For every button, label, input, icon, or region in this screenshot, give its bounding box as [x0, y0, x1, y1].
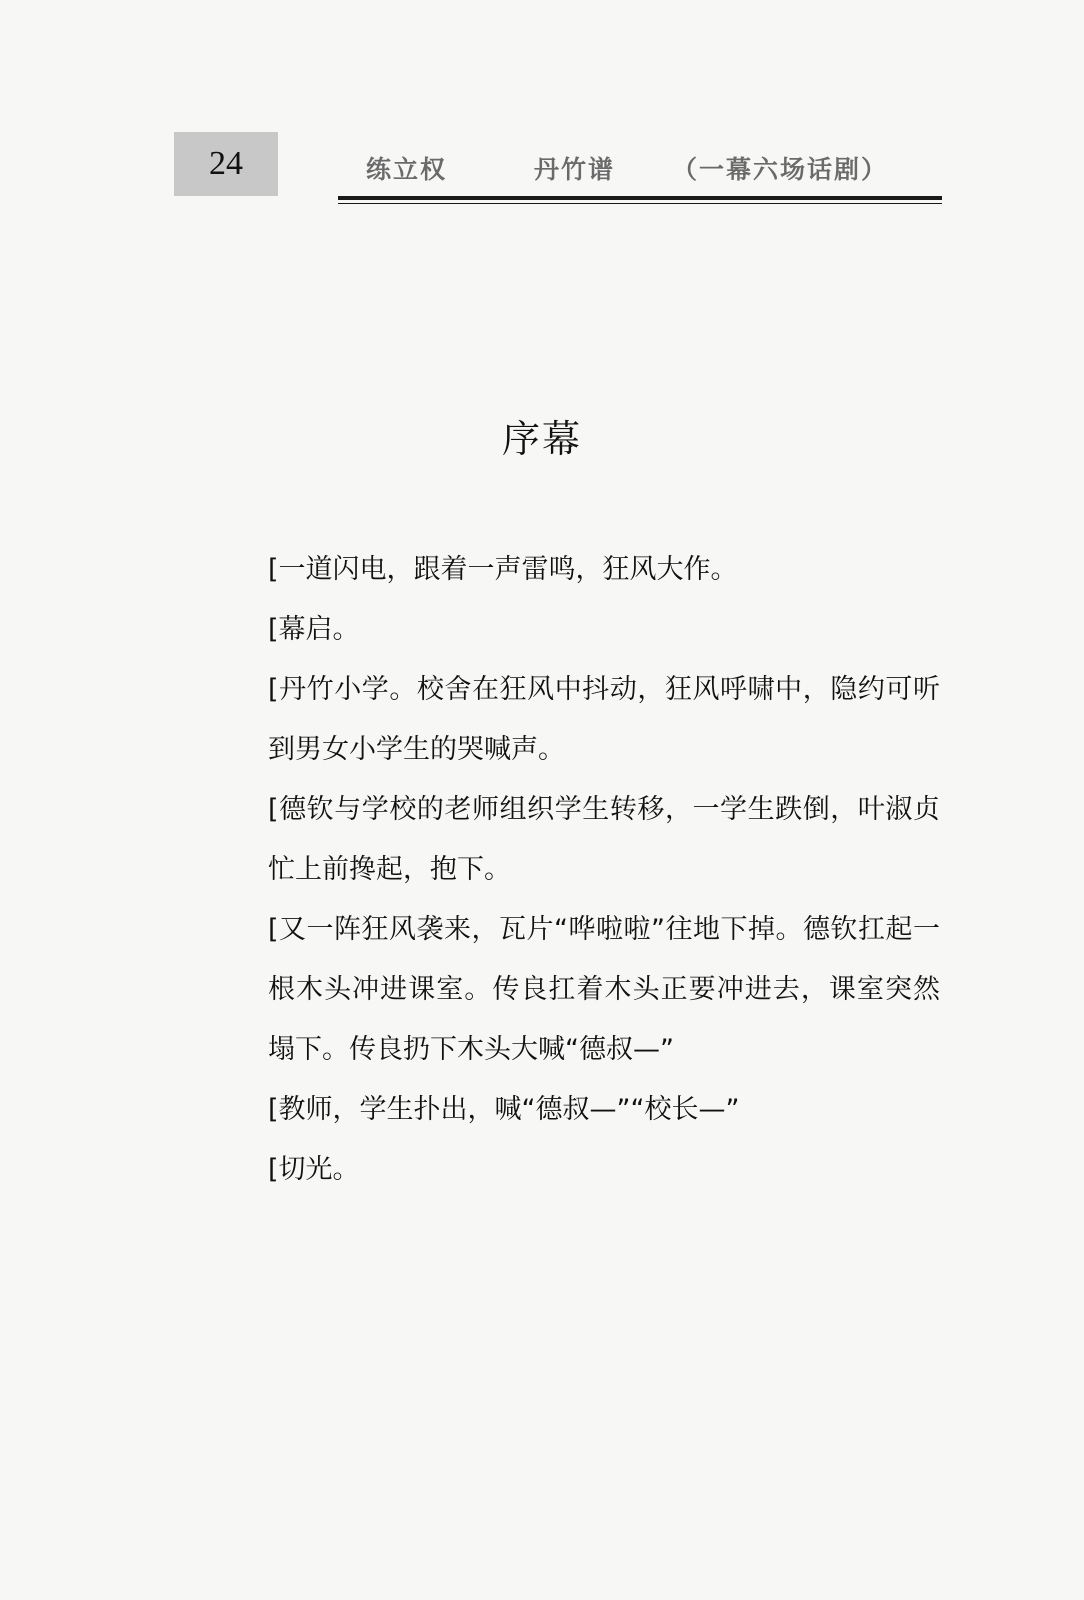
header-play-title: 丹竹谱 — [534, 155, 616, 184]
header-author: 练立权 — [366, 155, 448, 184]
section-title: 序幕 — [501, 417, 582, 461]
stage-direction: [教师，学生扑出，喊“德叔—”“校长—” — [268, 1094, 740, 1125]
stage-direction: [丹竹小学。校舍在狂风中抖动，狂风呼啸中，隐约可听到男女小学生的哭喊声。 — [268, 674, 940, 765]
page-number: 24 — [209, 145, 243, 182]
page-number-box — [174, 132, 278, 196]
header-subtitle: （一幕六场话剧） — [672, 155, 889, 184]
stage-direction: [幕启。 — [268, 614, 360, 645]
header-rule-thin — [338, 203, 942, 204]
stage-direction: [德钦与学校的老师组织学生转移，一学生跌倒，叶淑贞忙上前搀起，抱下。 — [268, 794, 940, 885]
header-rule-thick — [338, 196, 942, 200]
stage-direction: [一道闪电，跟着一声雷鸣，狂风大作。 — [268, 554, 738, 585]
stage-directions — [268, 540, 940, 1200]
stage-direction: [又一阵狂风袭来，瓦片“哗啦啦”往地下掉。德钦扛起一根木头冲进课室。传良扛着木头正要冲进去，课室突然塌下。传良扔下木头大喊“德叔—” — [268, 914, 940, 1065]
running-header — [366, 146, 936, 186]
stage-direction: [切光。 — [268, 1154, 360, 1185]
